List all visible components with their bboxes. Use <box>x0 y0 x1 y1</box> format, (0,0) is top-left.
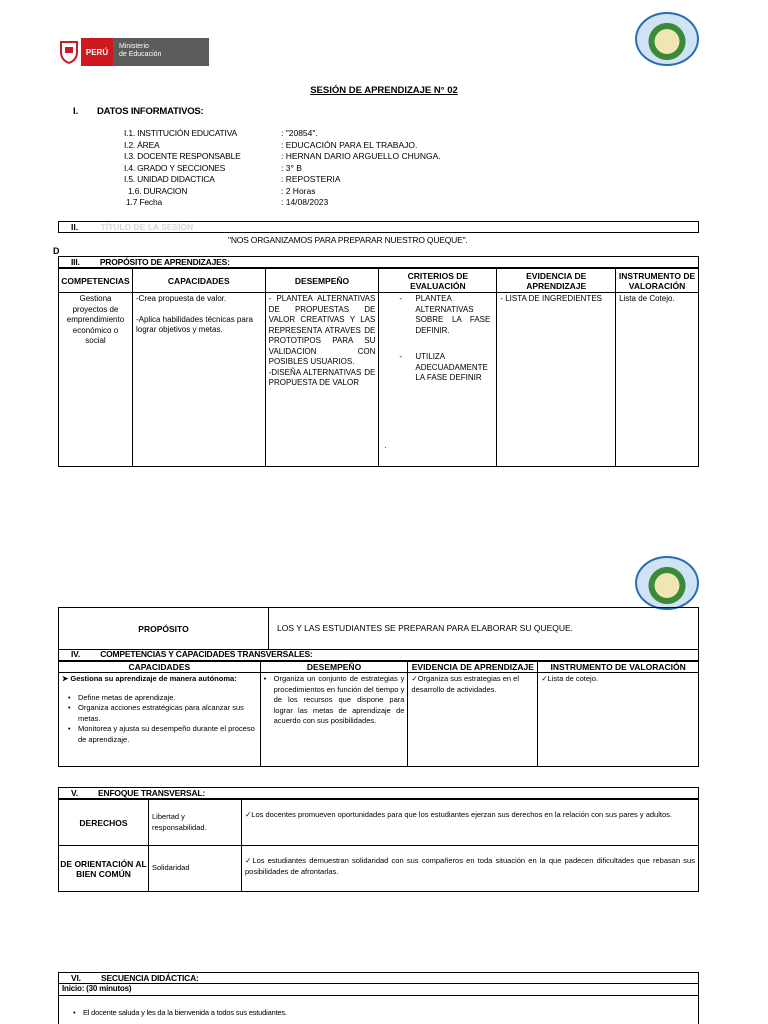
school-seal-icon <box>635 12 699 66</box>
section5-number: V. <box>71 788 78 798</box>
desempeno-cell <box>265 293 379 467</box>
transversal-evidencia-cell <box>408 673 538 767</box>
info-value: : 3° B <box>281 162 302 173</box>
section1-heading: DATOS INFORMATIVOS: <box>97 106 204 117</box>
col-header: INSTRUMENTO DE VALORACIÓN <box>538 662 699 673</box>
enfoque-valor: Solidaridad <box>149 846 242 892</box>
section4-heading: COMPETENCIAS Y CAPACIDADES TRANSVERSALES: <box>100 649 313 659</box>
section3-number: III. <box>71 257 80 267</box>
enfoque-valor: Libertad y responsabilidad. <box>149 800 242 846</box>
info-value: : HERNAN DARIO ARGUELLO CHUNGA. <box>281 151 441 161</box>
enfoque-table <box>58 799 699 892</box>
info-value: : "20854". <box>281 128 318 138</box>
info-value: : REPOSTERIA <box>281 174 341 184</box>
transversal-table <box>58 661 699 767</box>
capacidad-title: Gestiona su aprendizaje de manera autónoma: <box>70 674 237 683</box>
col-header: CRITERIOS DE EVALUACIÓN <box>379 269 497 293</box>
info-label: I.2. ÁREA <box>124 139 160 150</box>
info-label: 1.6. DURACION <box>128 185 188 196</box>
enfoque-name: DE ORIENTACIÓN AL BIEN COMÚN <box>59 846 149 892</box>
info-label: I.5. UNIDAD DIDACTICA <box>124 174 215 184</box>
section5-bar <box>58 787 699 799</box>
section6-heading: SECUENCIA DIDÁCTICA: <box>100 973 199 983</box>
session-title: "NOS ORGANIZAMOS PARA PREPARAR NUESTRO QUEQUE". <box>228 235 468 245</box>
desempeno-item: - PLANTEA ALTERNATIVAS DE PROPUESTAS DE VALOR CREATIVAS Y LAS REPRESENTA ATRAVES DE PROTOTIPOS PARA SU VALIDACION CON POSIBLES USUARIOS. <box>268 294 376 366</box>
info-label: I.3. DOCENTE RESPONSABLE <box>124 151 241 161</box>
section1-number: I. <box>73 106 79 117</box>
info-label: 1.7 Fecha <box>126 197 163 207</box>
logo-ministry-label: Ministerio de Educación <box>113 38 209 66</box>
section2-bar <box>58 221 699 233</box>
competencia-cell: Gestiona proyectos de emprendimiento económico o social <box>59 293 133 467</box>
capacidades-cell <box>132 293 265 467</box>
instrumento-cell: Lista de Cotejo. <box>616 293 699 467</box>
col-header: EVIDENCIA DE APRENDIZAJE <box>497 269 616 293</box>
col-header: EVIDENCIA DE APRENDIZAJE <box>408 662 538 673</box>
col-header: CAPACIDADES <box>132 269 265 293</box>
school-seal-icon <box>635 556 699 610</box>
transversal-desempeno-cell <box>260 673 408 767</box>
transversal-instrumento-cell <box>538 673 699 767</box>
stray-letter: D <box>53 246 60 256</box>
info-value: : EDUCACIÓN PARA EL TRABAJO. <box>281 139 418 150</box>
page-title: SESIÓN DE APRENDIZAJE N° 02 <box>310 85 458 96</box>
proposito-table <box>58 607 699 650</box>
capacidad-item: • Organiza acciones estratégicas para alcanzar sus metas. <box>68 703 257 724</box>
purpose-table <box>58 268 699 467</box>
capacidad-item: • Monitorea y ajusta su desempeño durante el proceso de aprendizaje. <box>68 724 257 745</box>
section2-number: II. <box>71 222 79 232</box>
proposito-label: PROPÓSITO <box>59 608 269 650</box>
section6-bar <box>58 972 699 984</box>
info-value: : 2 Horas <box>281 185 316 196</box>
desempeno-item: • Organiza un conjunto de estrategias y procedimientos en función del tiempo y de los recursos que dispone para lograr las metas de aprendizaje de acuerdo con sus posibilidades. <box>264 674 405 727</box>
proposito-text: LOS Y LAS ESTUDIANTES SE PREPARAN PARA ELABORAR SU QUEQUE. <box>269 608 699 650</box>
info-label: I.4. GRADO Y SECCIONES <box>124 162 226 173</box>
section2-heading: TÍTULO DE LA SESIÓN <box>100 222 194 232</box>
evidencia-item: ✓ Organiza sus estrategias en el desarrollo de actividades. <box>411 674 534 695</box>
transversal-capacidades-cell: ➤ Gestiona su aprendizaje de manera autónoma: • Define metas de aprendizaje. • Organiza acciones estratégicas para alcanzar sus metas. • Monitorea y ajusta su desempeño durante el proceso de aprendizaje. <box>59 673 261 767</box>
section3-bar <box>58 256 699 268</box>
section4-bar <box>58 649 699 661</box>
criterio-item: PLANTEA ALTERNATIVAS SOBRE LA FASE DEFINIR. <box>415 294 491 335</box>
capacidad-item: -Aplica habilidades técnicas para lograr objetivos y metas. <box>135 314 253 334</box>
criterios-cell: - PLANTEA ALTERNATIVAS SOBRE LA FASE DEFINIR. - UTILIZA ADECUADAMENTE LA FASE DEFINIR . <box>379 293 497 467</box>
criterio-item: UTILIZA ADECUADAMENTE LA FASE DEFINIR <box>415 352 488 382</box>
col-header: DESEMPEÑO <box>265 269 379 293</box>
logo-country-label: PERÚ <box>81 38 113 66</box>
evidencia-cell: - LISTA DE INGREDIENTES <box>497 293 616 467</box>
col-header: CAPACIDADES <box>59 662 261 673</box>
enfoque-accion: ✓ Los estudiantes demuestran solidaridad con sus compañeros en toda situación en la que padecen dificultades que rebasan sus posibilidades de afrontarlas. <box>242 846 699 892</box>
section6-number: VI. <box>71 973 81 983</box>
col-header: DESEMPEÑO <box>260 662 408 673</box>
section3-heading: PROPÓSITO DE APRENDIZAJES: <box>99 257 230 267</box>
secuencia-box <box>58 984 699 1024</box>
section4-number: IV. <box>71 649 81 659</box>
info-value: : 14/08/2023 <box>281 197 329 207</box>
enfoque-accion: ✓ Los docentes promueven oportunidades para que los estudiantes ejerzan sus derechos en la relación con sus pares y adultos. <box>242 800 699 846</box>
desempeno-item: -DISEÑA ALTERNATIVAS DE PROPUESTA DE VALOR <box>268 367 376 387</box>
col-header: COMPETENCIAS <box>59 269 133 293</box>
secuencia-item: • El docente saluda y les da la bienvenida a todos sus estudiantes. <box>73 1008 698 1017</box>
info-label: I.1. INSTITUCIÓN EDUCATIVA <box>124 128 238 138</box>
section5-heading: ENFOQUE TRANSVERSAL: <box>98 788 206 798</box>
col-header: INSTRUMENTO DE VALORACIÓN <box>616 269 699 293</box>
criterio-dot: . <box>384 441 387 450</box>
capacidad-item: • Define metas de aprendizaje. <box>68 693 257 704</box>
inicio-label: Inicio: (30 minutos) <box>59 984 698 996</box>
capacidad-item: -Crea propuesta de valor. <box>135 294 227 303</box>
peru-shield-icon <box>57 38 81 66</box>
enfoque-name: DERECHOS <box>59 800 149 846</box>
ministry-logo <box>57 38 209 66</box>
instrumento-item: ✓ Lista de cotejo. <box>541 674 695 685</box>
